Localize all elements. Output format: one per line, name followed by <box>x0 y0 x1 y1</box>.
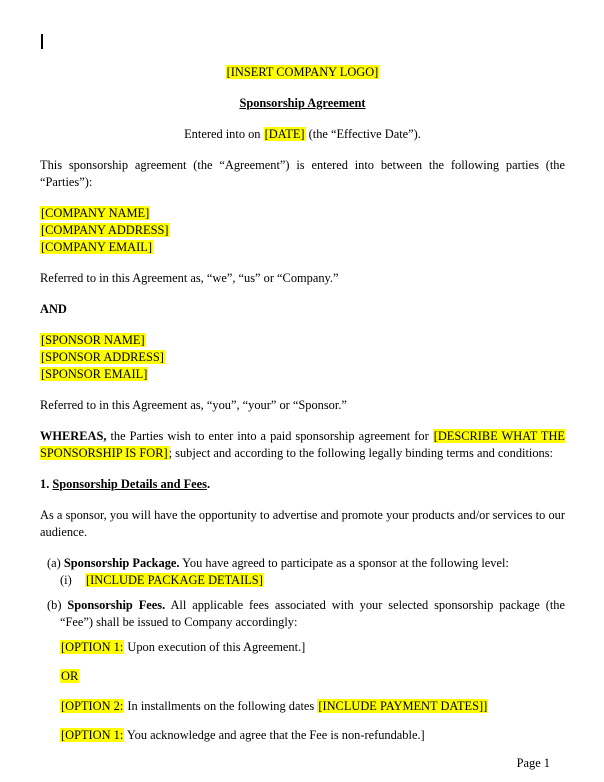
list-item-a-group <box>40 555 565 589</box>
item-a-text: You have agreed to participate as a sponsor at the following level: <box>179 556 509 570</box>
sponsorship-description-placeholder: [DESCRIBE WHAT THE SPONSORSHIP IS FOR] <box>40 429 565 460</box>
item-b-bold-lead: Sponsorship Fees. <box>67 598 166 612</box>
intro-paragraph: This sponsorship agreement (the “Agreement”) is entered into between the following parties (the “Parties”): <box>40 158 565 189</box>
logo-placeholder: [INSERT COMPANY LOGO] <box>226 65 379 79</box>
section1-intro-paragraph: As a sponsor, you will have the opportunity to advertise and promote your products and/or services to our audience. <box>40 508 565 539</box>
whereas-post-text: ; subject and according to the following legally binding terms and conditions: <box>168 446 554 460</box>
company-name-placeholder: [COMPANY NAME] <box>41 206 150 220</box>
document-title-line <box>40 95 565 112</box>
document-title: Sponsorship Agreement <box>239 96 366 110</box>
section1-heading <box>40 476 565 493</box>
date-post-text: (the “Effective Date”). <box>305 127 421 141</box>
list-item-a <box>40 555 565 572</box>
sponsor-address-placeholder: [SPONSOR ADDRESS] <box>41 350 164 364</box>
sponsor-reference-line: Referred to in this Agreement as, “you”, “your” or “Sponsor.” <box>40 398 347 412</box>
text-cursor-line <box>40 33 565 50</box>
sponsor-block <box>40 332 565 383</box>
option1-nonrefundable-text: You acknowledge and agree that the Fee is non-refundable.] <box>124 728 425 742</box>
effective-date-line <box>40 126 565 143</box>
whereas-paragraph <box>40 428 565 462</box>
sponsor-email-placeholder: [SPONSOR EMAIL] <box>41 367 148 381</box>
whereas-pre-text: the Parties wish to enter into a paid sponsorship agreement for <box>106 429 433 443</box>
and-label: AND <box>40 302 67 316</box>
logo-placeholder-line <box>40 64 565 81</box>
company-email-line <box>40 239 565 256</box>
or-line <box>60 668 565 685</box>
item-a-i-marker: (i) <box>60 573 72 587</box>
item-b-marker: (b) <box>47 598 68 612</box>
list-item-b <box>40 597 565 631</box>
item-b-text: All applicable fees associated with your selected sponsorship package (the “Fee”) shall be issued to Company accordingly: <box>60 598 565 629</box>
option2-installments-line <box>60 698 565 715</box>
company-reference-line: Referred to in this Agreement as, “we”, “us” or “Company.” <box>40 271 339 285</box>
whereas-label: WHEREAS, <box>40 429 107 443</box>
company-address-placeholder: [COMPANY ADDRESS] <box>41 223 169 237</box>
option1-execution-line <box>60 639 565 656</box>
page-number: Page 1 <box>516 756 550 770</box>
sponsor-address-line <box>40 349 565 366</box>
date-pre-text: Entered into on <box>184 127 264 141</box>
option2-label: [OPTION 2: <box>61 699 124 713</box>
company-email-placeholder: [COMPANY EMAIL] <box>41 240 152 254</box>
option1-execution-text: Upon execution of this Agreement.] <box>124 640 306 654</box>
sponsor-name-line <box>40 332 565 349</box>
option1-label: [OPTION 1: <box>61 640 124 654</box>
package-details-placeholder: [INCLUDE PACKAGE DETAILS] <box>86 573 263 587</box>
section1-title: Sponsorship Details and Fees <box>52 477 207 491</box>
list-item-a-i <box>40 572 565 589</box>
item-a-bold-lead: Sponsorship Package. <box>63 556 180 570</box>
text-cursor <box>41 34 43 49</box>
sponsor-email-line <box>40 366 565 383</box>
or-label: OR <box>61 669 79 683</box>
company-address-line <box>40 222 565 239</box>
option1b-label: [OPTION 1: <box>61 728 124 742</box>
section1-period: . <box>206 477 211 491</box>
section1-number: 1. <box>40 477 53 491</box>
sponsor-name-placeholder: [SPONSOR NAME] <box>41 333 145 347</box>
option1-nonrefundable-line <box>60 727 565 744</box>
company-name-line <box>40 205 565 222</box>
date-placeholder: [DATE] <box>264 127 305 141</box>
item-a-marker: (a) <box>47 556 64 570</box>
option2-text: In installments on the following dates <box>124 699 318 713</box>
company-block <box>40 205 565 256</box>
payment-dates-placeholder: [INCLUDE PAYMENT DATES]] <box>318 699 488 713</box>
